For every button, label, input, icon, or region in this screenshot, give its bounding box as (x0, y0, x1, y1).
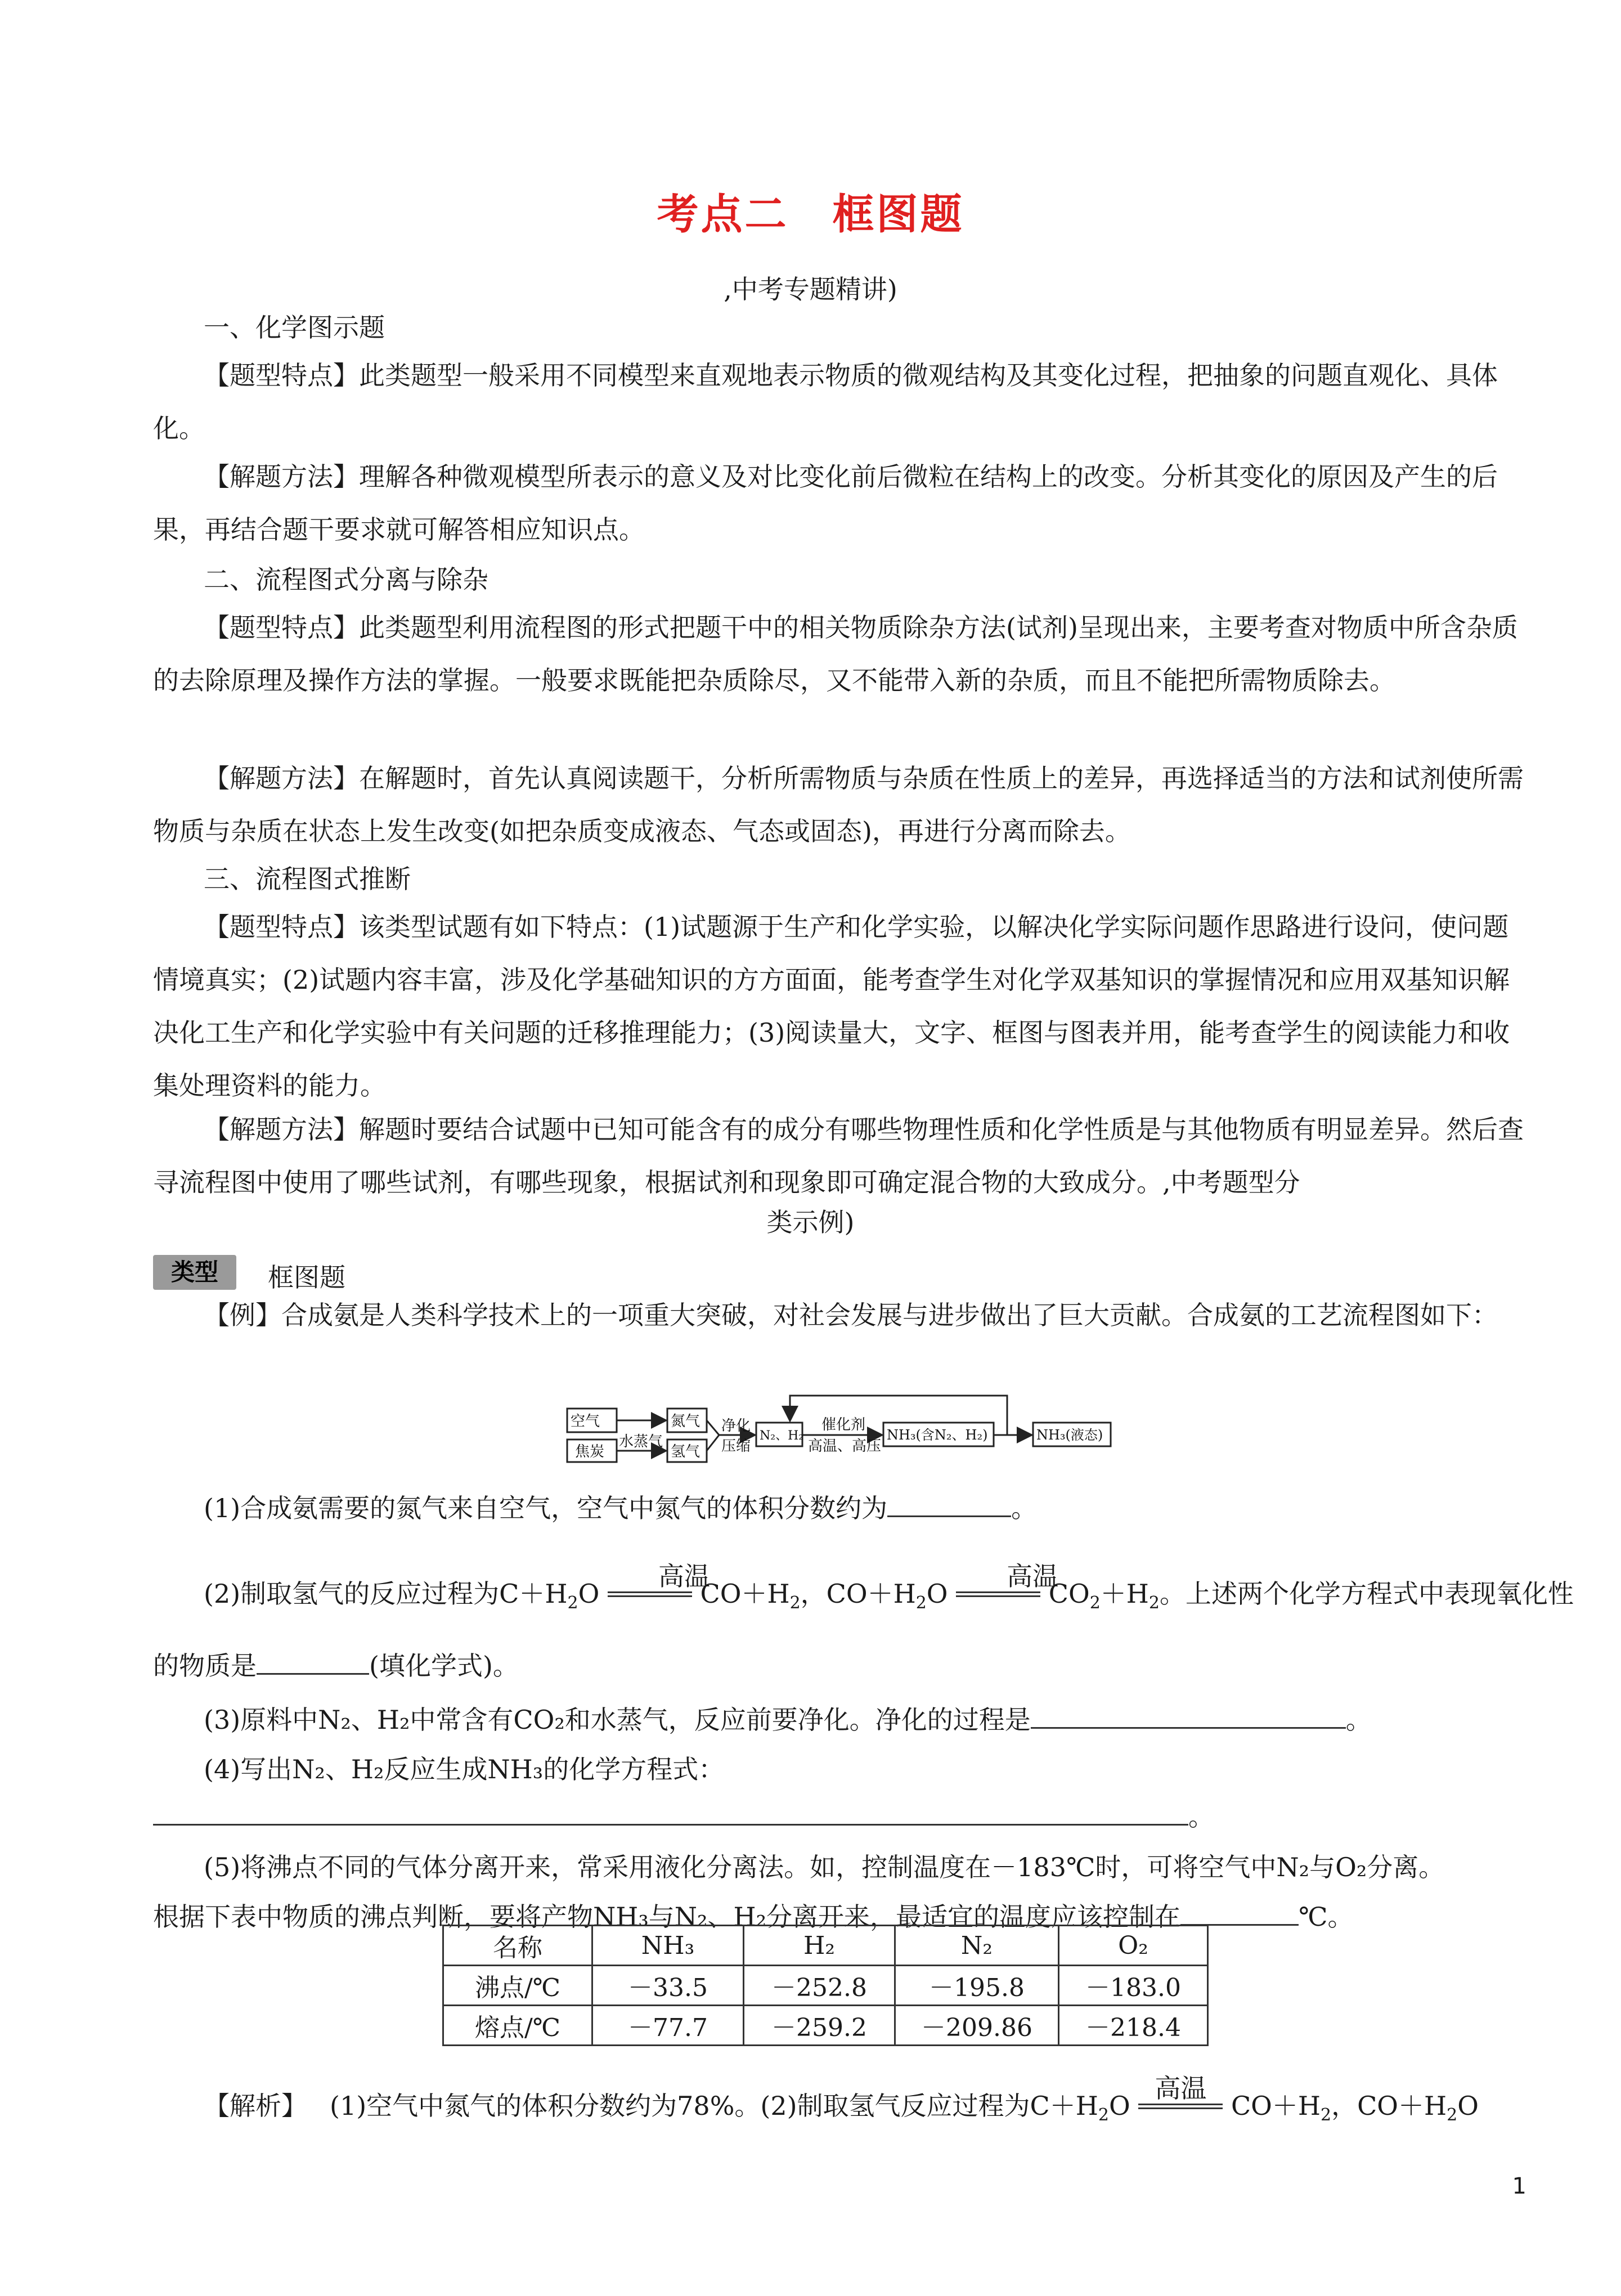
question-1-text: (1)合成氨需要的氮气来自空气，空气中氮气的体积分数约为 (204, 1493, 888, 1523)
reaction-condition-1: 高温 (608, 1591, 692, 1603)
flow-purify-label: 净化 (721, 1418, 751, 1434)
table-cell: 熔点/℃ (443, 2006, 592, 2046)
table-cell: －218.4 (1059, 2006, 1208, 2046)
question-4: (4)写出N₂、H₂反应生成NH₃的化学方程式： (204, 1754, 725, 1784)
section-3-heading: 三、流程图式推断 (204, 864, 411, 894)
flow-hydrogen-label: 氢气 (671, 1443, 701, 1460)
question-5: (5)将沸点不同的气体分离开来，常采用液化分离法。如，控制温度在－183℃时，可将空气中N₂与O₂分离。 (204, 1852, 1445, 1882)
question-2: (2)制取氢气的反应过程为$C+H_2O$ 高温 $CO+H_2$，$CO+H_2O$ 高温 $CO_2+H_2$。上述两个化学方程式中表现氧化性 (204, 1561, 1574, 1613)
answer-blank-4[interactable] (153, 1798, 1188, 1826)
table-cell: H₂ (744, 1926, 895, 1966)
answer-blank-2[interactable] (257, 1647, 369, 1675)
answer-blank-3[interactable] (1031, 1701, 1346, 1729)
flow-steam-label: 水蒸气 (619, 1433, 663, 1450)
table-cell: 沸点/℃ (443, 1966, 592, 2006)
analysis: 【解析】 (1)空气中氮气的体积分数约为78%。(2)制取氢气反应过程为$C+H_2O$ 高温 $CO+H_2$，$CO+H_2O$ (204, 2073, 1479, 2125)
section-3-feature: 【题型特点】该类型试题有如下特点：(1)试题源于生产和化学实验，以解决化学实际问题作思路进行设问，使问题情境真实；(2)试题内容丰富，涉及化学基础知识的方方面面，能考查学生对化学双基知识的掌握情况和应用双基知识解决化工生产和化学实验中有关问题的迁移推理能力；(3)阅读量大，文字、框图与图表并用，能考查学生的阅读能力和收集处理资料的能力。 (153, 912, 1510, 1101)
section-2-heading: 二、流程图式分离与除杂 (204, 564, 488, 595)
table-cell: －183.0 (1059, 1966, 1208, 2006)
flow-air-label: 空气 (571, 1413, 600, 1430)
table-cell: －252.8 (744, 1966, 895, 2006)
section-3-method: 【解题方法】解题时要结合试题中已知可能含有的成分有哪些物理性质和化学性质是与其他物质有明显差异。然后查寻流程图中使用了哪些试剂，有哪些现象，根据试剂和现象即可确定混合物的大致成分。,中考题型分 (153, 1114, 1524, 1198)
process-flow-diagram (563, 1390, 1125, 1463)
flow-compress-label: 压缩 (721, 1438, 751, 1455)
flow-mix-label: N₂、H₂ (760, 1429, 804, 1443)
table-cell: NH₃ (592, 1926, 744, 1966)
table-cell: －209.86 (895, 2006, 1059, 2046)
table-row (443, 1966, 1208, 2006)
table-cell: －33.5 (592, 1966, 744, 2006)
flow-product-label: NH₃(含N₂、H₂) (887, 1427, 988, 1443)
flow-coke-label: 焦炭 (575, 1443, 605, 1460)
reaction-condition-3: 高温 (1138, 2104, 1223, 2115)
question-2-cont: 的物质是 (填化学式)。 (153, 1645, 519, 1683)
table-cell: －77.7 (592, 2006, 744, 2046)
section-1-feature: 【题型特点】此类题型一般采用不同模型来直观地表示物质的微观结构及其变化过程，把抽象的问题直观化、具体化。 (153, 360, 1498, 443)
section-2-method: 【解题方法】在解题时，首先认真阅读题干，分析所需物质与杂质在性质上的差异，再选择适当的方法和试剂使所需物质与杂质在状态上发生改变(如把杂质变成液态、气态或固态)，再进行分离而除去。 (153, 763, 1524, 846)
reaction-condition-2: 高温 (956, 1591, 1040, 1603)
table-row (443, 2006, 1208, 2046)
section-1-heading: 一、化学图示题 (204, 312, 385, 343)
type-badge: 类型 (153, 1255, 236, 1290)
question-1: (1)合成氨需要的氮气来自空气，空气中氮气的体积分数约为 。 (153, 1488, 1526, 1525)
section-1-method: 【解题方法】理解各种微观模型所表示的意义及对比变化前后微粒在结构上的改变。分析其变化的原因及产生的后果，再结合题干要求就可解答相应知识点。 (153, 461, 1498, 545)
question-3: (3)原料中N₂、H₂中常含有CO₂和水蒸气，反应前要净化。净化的过程是 。 (153, 1699, 1526, 1737)
question-4-answer: 。 (153, 1796, 1214, 1833)
flow-conditions-label: 高温、高压 (808, 1438, 882, 1455)
example-text: 【例】合成氨是人类科学技术上的一项重大突破，对社会发展与进步做出了巨大贡献。合成氨的工艺流程图如下： (204, 1300, 1498, 1330)
flow-liquid-label: NH₃(液态) (1036, 1427, 1103, 1443)
answer-blank-1[interactable] (887, 1490, 1011, 1517)
page-number: 1 (1512, 2173, 1526, 2199)
boiling-point-table (442, 1925, 1209, 2046)
type-label: 框图题 (268, 1262, 345, 1293)
table-cell: －195.8 (895, 1966, 1059, 2006)
table-cell: N₂ (895, 1926, 1059, 1966)
flow-catalyst-label: 催化剂 (821, 1416, 866, 1433)
table-cell: O₂ (1059, 1926, 1208, 1966)
answer-blank-5[interactable] (1180, 1898, 1299, 1926)
section-3-method-end: 类示例) (766, 1207, 855, 1237)
question-5-cont: 根据下表中物质的沸点判断，要将产物NH₃与N₂、H₂分离开来，最适宜的温度应该控制在 ℃。 (153, 1896, 1354, 1934)
table-header-row (443, 1926, 1208, 1966)
flow-nitrogen-label: 氮气 (671, 1413, 701, 1430)
page-title: 考点二 框图题 (657, 190, 964, 239)
page-subtitle: ,中考专题精讲) (724, 274, 897, 304)
section-2-feature: 【题型特点】此类题型利用流程图的形式把题干中的相关物质除杂方法(试剂)呈现出来，主要考查对物质中所含杂质的去除原理及操作方法的掌握。一般要求既能把杂质除尽，又不能带入新的杂质，而且不能把所需物质除去。 (153, 612, 1518, 696)
table-cell: －259.2 (744, 2006, 895, 2046)
table-cell: 名称 (443, 1926, 592, 1966)
analysis-tag: 【解析】 (204, 2091, 307, 2121)
